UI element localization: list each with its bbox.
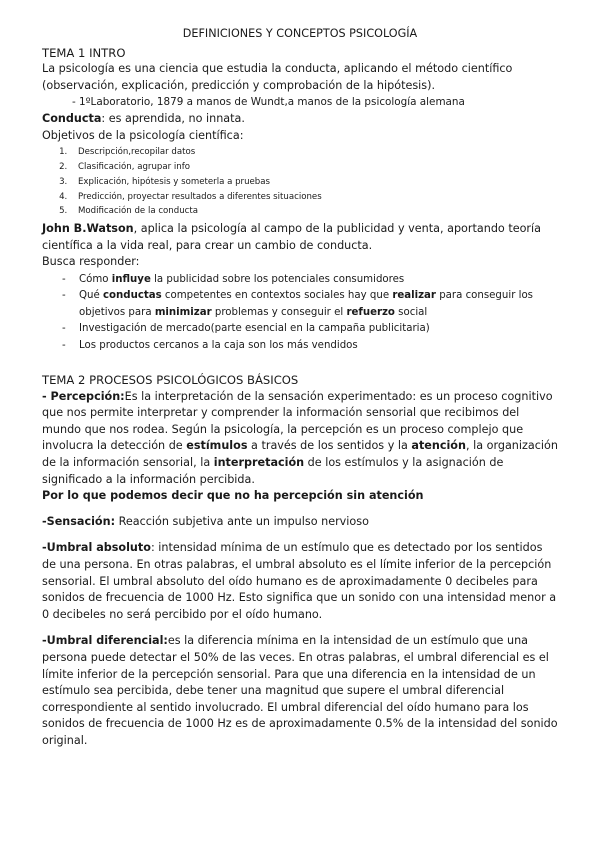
busca-list (42, 272, 558, 354)
busca-heading: Busca responder: (42, 255, 140, 269)
percepcion-bold: estímulos (186, 439, 248, 453)
percepcion-bold: atención (411, 439, 466, 453)
umbral-absoluto-paragraph (42, 540, 558, 623)
tema2-heading: TEMA 2 PROCESOS PSICOLÓGICOS BÁSICOS (42, 373, 299, 388)
percepcion-bold: interpretación (213, 456, 305, 470)
watson-paragraph (42, 221, 558, 254)
list-item: 2. Clasificación, agrupar info (70, 160, 558, 175)
umbral-absoluto-term: -Umbral absoluto (42, 541, 151, 555)
tema1-laboratorio-bullet: - 1ºLaboratorio, 1879 a manos de Wundt,a manos de la psicología alemana (72, 96, 465, 109)
list-item: 3. Explicación, hipótesis y someterla a pruebas (70, 175, 558, 190)
percepcion-conclusion (42, 488, 558, 505)
sensacion-term: -Sensación: (42, 514, 116, 528)
list-item: 4. Predicción, proyectar resultados a diferentes situaciones (70, 190, 558, 205)
busca-text: la publicidad sobre los potenciales consumidores (150, 274, 405, 286)
busca-text: problemas y conseguir el (211, 306, 347, 318)
percepcion-text: de los estímulos y la asignación de significado a la información percibida. (42, 456, 504, 486)
percepcion-conclusion-text: Por lo que podemos decir que no ha percepción sin atención (42, 489, 424, 503)
percepcion-text: a través de los sentidos y la (247, 439, 412, 453)
busca-text: social (394, 306, 428, 318)
list-item: 5. Modificación de la conducta (70, 204, 558, 219)
list-item: 1. Descripción,recopilar datos (70, 145, 558, 160)
list-item: - Los productos cercanos a la caja son los más vendidos (62, 338, 558, 354)
percepcion-paragraph (42, 389, 558, 489)
section-gap (42, 354, 558, 372)
sensacion-text: Reacción subjetiva ante un impulso nervioso (115, 514, 369, 528)
conducta-definition (42, 111, 558, 128)
busca-bold: influye (111, 274, 151, 286)
busca-text: Qué (79, 290, 103, 302)
busca-bold: realizar (392, 290, 436, 302)
objetivos-list (42, 145, 558, 219)
list-item: - Investigación de mercado(parte esencial en la campaña publicitaria) (62, 321, 558, 337)
objetivos-heading: Objetivos de la psicología científica: (42, 128, 244, 142)
document-title: DEFINICIONES Y CONCEPTOS PSICOLOGÍA (182, 27, 418, 40)
section-gap (42, 530, 558, 540)
percepcion-text: Es la interpretación de la sensación experimentado: es un proceso cognitivo que nos permite interpretar y comprender la información sensorial que recibimos del mundo que nos rodea. Según la psicología, la percepción es un proceso complejo que involucra la detección de (42, 389, 553, 453)
list-item (62, 272, 558, 288)
percepcion-term: - Percepción: (42, 389, 125, 403)
sensacion-paragraph (42, 514, 558, 531)
busca-bold: refuerzo (346, 306, 395, 318)
umbral-diferencial-text: es la diferencia mínima en la intensidad de un estímulo que una persona puede detectar el 50% de las veces. En otras palabras, el umbral diferencial es el límite inferior de la percepción sensorial. Para que una diferencia en la intensidad de un estímulo sea percibida, debe tener una magnitud que supere el umbral diferencial correspondiente al sentido involucrado. El umbral diferencial del oído humano para los sonidos de frecuencia de 1000 Hz es de aproximadamente 0.5% de la intensidad del sonido original. (42, 634, 558, 747)
conducta-text: : es aprendida, no innata. (101, 112, 245, 126)
section-gap (42, 505, 558, 514)
watson-name: John B.Watson (42, 222, 134, 236)
umbral-diferencial-paragraph (42, 633, 558, 749)
tema1-intro: La psicología es una ciencia que estudia la conducta, aplicando el método científico (observación, explicación, predicción y comprobación de la hipótesis). (42, 62, 513, 92)
section-gap (42, 623, 558, 633)
conducta-term: Conducta (42, 112, 102, 126)
busca-text: competentes en contextos sociales hay que (161, 290, 393, 302)
busca-bold: minimizar (154, 306, 212, 318)
tema1-heading: TEMA 1 INTRO (42, 45, 126, 60)
percepcion-text: , la organización de la información sensorial, la (42, 439, 558, 470)
umbral-absoluto-text: : intensidad mínima de un estímulo que es detectado por los sentidos de una persona. En otras palabras, el umbral absoluto es el límite inferior de la percepción sensorial. El umbral absoluto del oído humano es de aproximadamente 0 decibeles para sonidos de frecuencia de 1000 Hz. Esto significa que un sonido con una intensidad menor a 0 decibeles no será percibido por el oído humano. (42, 541, 557, 621)
list-item (62, 288, 558, 321)
busca-bold: conductas (102, 290, 162, 302)
umbral-diferencial-term: -Umbral diferencial: (42, 634, 168, 648)
busca-text: para conseguir los objetivos para (79, 290, 533, 318)
busca-text: Cómo (79, 274, 112, 286)
watson-text: , aplica la psicología al campo de la publicidad y venta, aportando teoría científica a la vida real, para crear un cambio de conducta. (42, 222, 541, 252)
